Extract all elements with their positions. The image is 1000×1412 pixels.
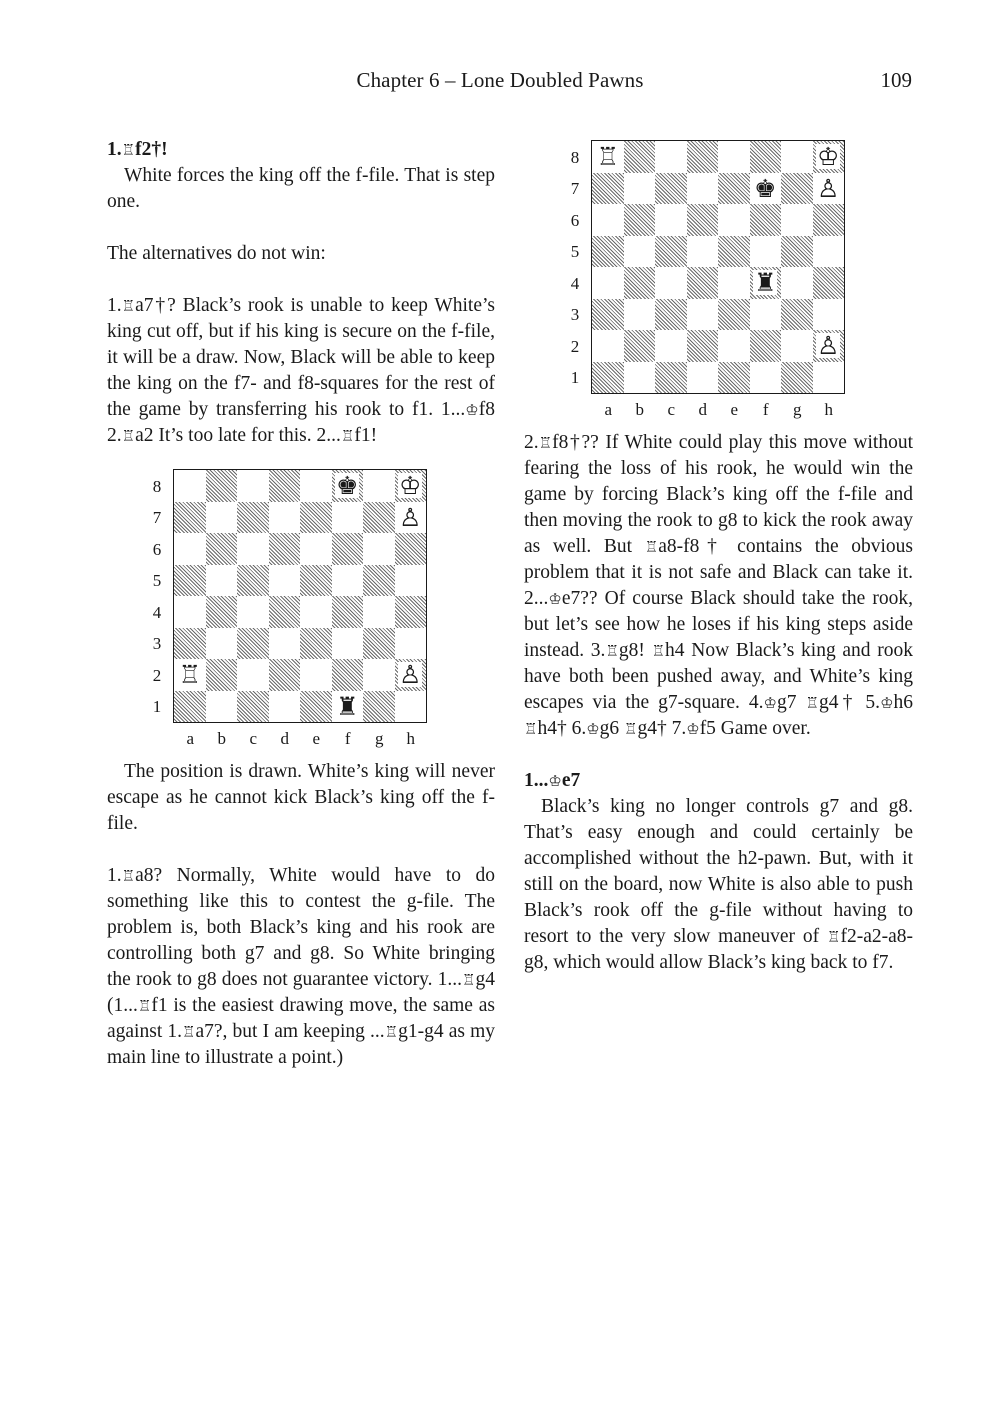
- square-c8: [237, 470, 269, 502]
- square-e4: [300, 596, 332, 628]
- square-g6: [781, 204, 813, 236]
- black-rook-icon: ♜: [336, 691, 359, 721]
- rank-label: 6: [152, 539, 162, 559]
- rank-label: 4: [152, 602, 162, 622]
- square-a4: [592, 267, 624, 299]
- rook-icon: ♖: [121, 427, 136, 445]
- square-h1: [395, 691, 427, 723]
- square-h8: [813, 141, 845, 173]
- file-label: c: [249, 729, 258, 748]
- file-label: h: [406, 729, 415, 748]
- paragraph: 1.♖a8? Normally, White would have to do something like this to contest the g-file. The problem is, both Black’s king and his rook are controlling both g7 and g8. So White bringing the rook to g8 does not guarantee victory. 1...♖g4 (1...♖f1 is the easiest drawing move, the same as against 1.♖a7?, but I am keeping ...♖g1-g4 as my main line to illustrate a point.): [107, 865, 496, 1068]
- square-g7: [781, 173, 813, 205]
- square-a2: [174, 659, 206, 691]
- square-e6: [300, 533, 332, 565]
- square-e7: [300, 502, 332, 534]
- square-c4: [655, 267, 687, 299]
- square-g5: [781, 236, 813, 268]
- square-b4: [624, 267, 656, 299]
- square-h2: [395, 659, 427, 691]
- square-h4: [395, 596, 427, 628]
- rank-label: 7: [152, 508, 162, 527]
- chess-diagram: [524, 120, 913, 430]
- chapter-title: Chapter 6 – Lone Doubled Pawns: [356, 68, 644, 92]
- square-c5: [655, 236, 687, 268]
- square-g2: [363, 659, 395, 691]
- rook-icon: ♖: [340, 427, 355, 445]
- white-pawn-icon: ♙: [399, 660, 422, 690]
- square-h7: [813, 173, 845, 205]
- square-a2: [592, 330, 624, 362]
- square-b5: [206, 565, 238, 597]
- square-a1: [592, 362, 624, 394]
- square-g5: [363, 565, 395, 597]
- rank-label: 2: [570, 336, 580, 356]
- square-a8: [592, 141, 624, 173]
- rank-label: 1: [152, 697, 162, 716]
- square-h2: [813, 330, 845, 362]
- square-f5: [332, 565, 364, 597]
- king-icon: ♔: [763, 694, 777, 712]
- file-label: c: [667, 400, 676, 419]
- square-b7: [624, 173, 656, 205]
- white-rook-icon: ♖: [596, 142, 619, 172]
- square-d8: [687, 141, 719, 173]
- square-a8: [174, 470, 206, 502]
- square-g3: [781, 299, 813, 331]
- square-f7: [332, 502, 364, 534]
- square-e4: [718, 267, 750, 299]
- paragraph: The alternatives do not win:: [107, 243, 326, 264]
- rook-icon: ♖: [644, 538, 659, 556]
- square-h8: [395, 470, 427, 502]
- square-d1: [269, 691, 301, 723]
- file-label: g: [793, 400, 802, 419]
- square-d3: [269, 628, 301, 660]
- square-f1: [750, 362, 782, 394]
- square-e3: [300, 628, 332, 660]
- square-e5: [300, 565, 332, 597]
- square-a7: [592, 173, 624, 205]
- square-a6: [174, 533, 206, 565]
- rank-label: 6: [570, 210, 580, 230]
- square-g6: [363, 533, 395, 565]
- square-g7: [363, 502, 395, 534]
- file-label: h: [824, 400, 833, 419]
- square-a4: [174, 596, 206, 628]
- file-label: d: [280, 729, 289, 748]
- square-d1: [687, 362, 719, 394]
- square-g4: [781, 267, 813, 299]
- square-h7: [395, 502, 427, 534]
- white-king-icon: ♔: [399, 471, 422, 501]
- square-h4: [813, 267, 845, 299]
- square-g4: [363, 596, 395, 628]
- square-g1: [363, 691, 395, 723]
- square-c6: [237, 533, 269, 565]
- square-a3: [592, 299, 624, 331]
- file-label: e: [312, 729, 321, 748]
- square-e7: [718, 173, 750, 205]
- square-d7: [687, 173, 719, 205]
- square-f8: [750, 141, 782, 173]
- rank-label: 2: [152, 665, 162, 685]
- file-label: g: [375, 729, 384, 748]
- file-label: e: [730, 400, 739, 419]
- square-c6: [655, 204, 687, 236]
- square-a3: [174, 628, 206, 660]
- file-label: f: [344, 729, 351, 748]
- rook-icon: ♖: [805, 694, 819, 712]
- square-h1: [813, 362, 845, 394]
- square-c3: [655, 299, 687, 331]
- square-b1: [624, 362, 656, 394]
- square-b2: [624, 330, 656, 362]
- square-e6: [718, 204, 750, 236]
- square-b8: [206, 470, 238, 502]
- square-f7: [750, 173, 782, 205]
- king-icon: ♔: [586, 720, 600, 738]
- square-d2: [269, 659, 301, 691]
- square-b7: [206, 502, 238, 534]
- square-f6: [332, 533, 364, 565]
- rook-icon: ♖: [121, 867, 136, 885]
- white-pawn-icon: ♙: [817, 173, 840, 203]
- paragraph: 2.♖f8†?? If White could play this move without fearing the loss of his rook, he would win the game by forcing Black’s king off the f-file and then moving the rook to g8 to kick the rook away as well. But ♖a8-f8† contains the obvious problem that it is not safe and Black can take it. 2...♔e7?? Of course Black should take the rook, but let’s see how he loses if his king steps aside instead. 3.♖g8! ♖h4 Now Black’s king and rook have both been pushed away, and White’s king escapes via the g7-square. 4.♔g7 ♖g4† 5.♔h6 ♖h4† 6.♔g6 ♖g4† 7.♔f5 Game over.: [524, 432, 914, 739]
- square-c2: [655, 330, 687, 362]
- black-king-icon: ♚: [754, 173, 777, 203]
- file-label: b: [635, 400, 644, 419]
- square-h6: [813, 204, 845, 236]
- square-e1: [300, 691, 332, 723]
- square-b2: [206, 659, 238, 691]
- square-c8: [655, 141, 687, 173]
- king-icon: ♔: [465, 401, 479, 419]
- square-d2: [687, 330, 719, 362]
- left-column: [107, 137, 495, 1071]
- rook-icon: ♖: [137, 997, 152, 1015]
- white-pawn-icon: ♙: [817, 331, 840, 361]
- square-b6: [206, 533, 238, 565]
- square-f5: [750, 236, 782, 268]
- rook-icon: ♖: [524, 720, 538, 738]
- square-h3: [813, 299, 845, 331]
- square-a7: [174, 502, 206, 534]
- rook-icon: ♖: [121, 141, 136, 159]
- rook-icon: ♖: [605, 642, 619, 660]
- black-king-icon: ♚: [336, 471, 359, 501]
- rook-icon: ♖: [651, 642, 666, 660]
- square-f3: [750, 299, 782, 331]
- square-d6: [687, 204, 719, 236]
- rook-icon: ♖: [827, 928, 841, 946]
- square-e2: [300, 659, 332, 691]
- move-heading: 1...♔e7: [524, 770, 581, 791]
- square-a5: [174, 565, 206, 597]
- rank-label: 8: [570, 147, 580, 167]
- square-g3: [363, 628, 395, 660]
- paragraph: White forces the king off the f-file. That is step one.: [107, 165, 495, 212]
- rook-icon: ♖: [182, 1023, 196, 1041]
- square-e5: [718, 236, 750, 268]
- square-d4: [269, 596, 301, 628]
- square-h3: [395, 628, 427, 660]
- square-e8: [300, 470, 332, 502]
- square-a6: [592, 204, 624, 236]
- rank-label: 1: [570, 368, 580, 387]
- file-label: d: [698, 400, 707, 419]
- square-c2: [237, 659, 269, 691]
- square-b5: [624, 236, 656, 268]
- square-b4: [206, 596, 238, 628]
- square-d5: [269, 565, 301, 597]
- paragraph: Black’s king no longer controls g7 and g8. That’s easy enough and could certainly be accomplished without the h2-pawn. But, with it still on the board, now White is also able to push Black’s rook off the g-file without having to resort to the very slow maneuver of ♖f2-a2-a8-g8, which would allow Black’s king back to f7.: [524, 796, 913, 973]
- square-f8: [332, 470, 364, 502]
- square-b6: [624, 204, 656, 236]
- square-g8: [781, 141, 813, 173]
- move-heading: 1.♖f2†!: [107, 139, 168, 160]
- square-e8: [718, 141, 750, 173]
- square-f4: [332, 596, 364, 628]
- paragraph: 1.♖a7†? Black’s rook is unable to keep White’s king cut off, but if his king is secure on the f-file, it will be a draw. Now, Black will be able to keep the king on the f7- and f8-squares for the rest of the game by transferring his rook to f1. 1...♔f8 2.♖a2 It’s too late for this. 2...♖f1!: [107, 295, 495, 446]
- rank-label: 3: [570, 305, 580, 324]
- square-d4: [687, 267, 719, 299]
- square-a5: [592, 236, 624, 268]
- king-icon: ♔: [548, 772, 562, 790]
- square-h5: [395, 565, 427, 597]
- square-d6: [269, 533, 301, 565]
- rook-icon: ♖: [121, 297, 136, 315]
- rank-label: 8: [152, 476, 162, 496]
- square-e3: [718, 299, 750, 331]
- rank-label: 5: [570, 242, 580, 261]
- square-c7: [655, 173, 687, 205]
- chess-diagram: [107, 449, 495, 759]
- square-g8: [363, 470, 395, 502]
- white-pawn-icon: ♙: [399, 502, 422, 532]
- file-label: b: [217, 729, 226, 748]
- rank-label: 7: [570, 179, 580, 198]
- page-number: 109: [880, 68, 912, 92]
- square-c7: [237, 502, 269, 534]
- file-label: a: [604, 400, 613, 419]
- square-d3: [687, 299, 719, 331]
- square-c5: [237, 565, 269, 597]
- square-f2: [332, 659, 364, 691]
- chess-board: [173, 469, 427, 723]
- square-d7: [269, 502, 301, 534]
- square-f1: [332, 691, 364, 723]
- square-f3: [332, 628, 364, 660]
- rook-icon: ♖: [624, 720, 638, 738]
- square-b1: [206, 691, 238, 723]
- square-e2: [718, 330, 750, 362]
- square-h6: [395, 533, 427, 565]
- file-label: f: [762, 400, 769, 419]
- right-column: [524, 120, 913, 976]
- rank-label: 3: [152, 634, 162, 653]
- king-icon: ♔: [686, 720, 700, 738]
- square-c4: [237, 596, 269, 628]
- square-c3: [237, 628, 269, 660]
- black-rook-icon: ♜: [754, 268, 777, 298]
- square-f6: [750, 204, 782, 236]
- rook-icon: ♖: [538, 434, 553, 452]
- rank-label: 5: [152, 571, 162, 590]
- white-king-icon: ♔: [817, 142, 840, 172]
- square-g1: [781, 362, 813, 394]
- king-icon: ♔: [548, 590, 562, 608]
- square-b3: [624, 299, 656, 331]
- square-d5: [687, 236, 719, 268]
- square-g2: [781, 330, 813, 362]
- square-b3: [206, 628, 238, 660]
- paragraph: The position is drawn. White’s king will never escape as he cannot kick Black’s king off the f-file.: [107, 761, 495, 834]
- square-d8: [269, 470, 301, 502]
- rook-icon: ♖: [462, 971, 476, 989]
- file-label: a: [186, 729, 195, 748]
- rook-icon: ♖: [384, 1023, 399, 1041]
- king-icon: ♔: [880, 694, 894, 712]
- chess-board: [591, 140, 845, 394]
- white-rook-icon: ♖: [178, 660, 201, 690]
- square-f2: [750, 330, 782, 362]
- square-h5: [813, 236, 845, 268]
- square-a1: [174, 691, 206, 723]
- square-f4: [750, 267, 782, 299]
- square-c1: [237, 691, 269, 723]
- square-c1: [655, 362, 687, 394]
- square-b8: [624, 141, 656, 173]
- square-e1: [718, 362, 750, 394]
- rank-label: 4: [570, 273, 580, 293]
